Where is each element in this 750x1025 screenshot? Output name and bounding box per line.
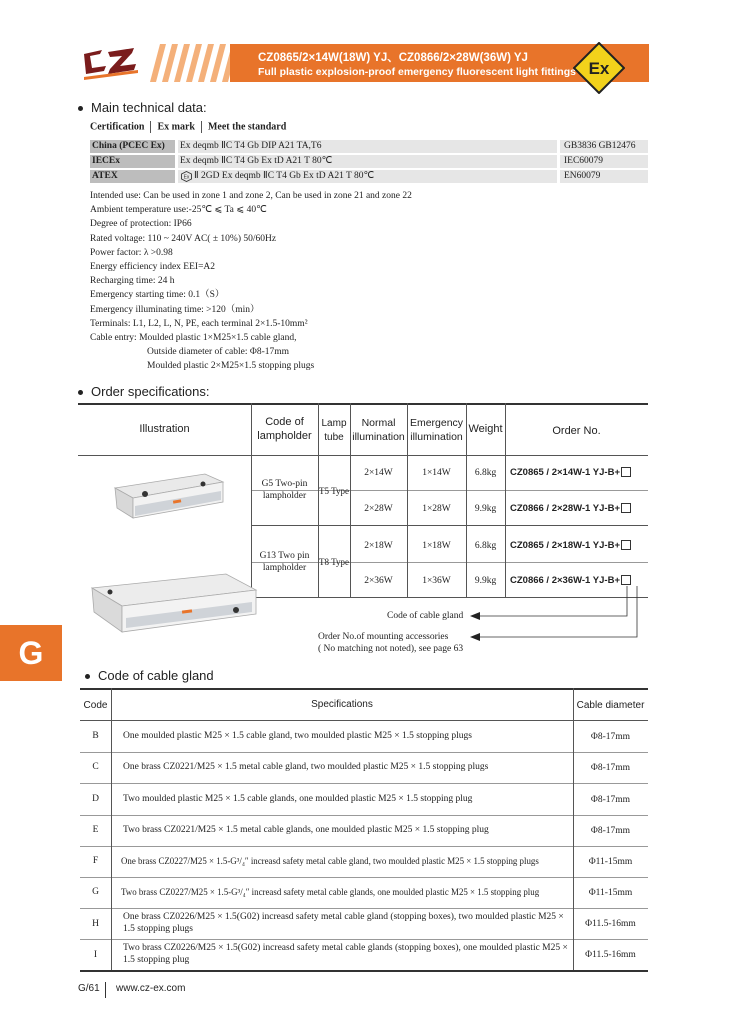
header-illustration: Illustration	[139, 423, 190, 435]
header-title: CZ0865/2×14W(18W) YJ、CZ0866/2×28W(36W) YJ	[258, 52, 528, 64]
tube-t5: T5 Type	[319, 486, 349, 496]
spec-line: Degree of protection: IP66	[90, 219, 192, 230]
checkbox-icon	[621, 467, 631, 477]
cert-row-iecex: IECEx Ex deqmb ⅡC T4 Gb Ex tD A21 T 80℃ IEC60079	[90, 155, 648, 168]
header-code: Code	[83, 700, 108, 711]
section-title-technical: Main technical data:	[78, 100, 207, 115]
note-page: ( No matching not noted), see page 63	[318, 644, 464, 654]
spec-line: Terminals: L1, L2, L, N, PE, each terminal 2×1.5-10mm²	[90, 318, 308, 329]
footer-url: www.cz-ex.com	[116, 983, 186, 994]
luminaire-image-small	[105, 470, 230, 528]
cert-header-certification: Certification	[90, 121, 145, 133]
bullet-icon	[78, 390, 83, 395]
header-code-lampholder: Code of lampholder	[257, 416, 312, 442]
spec-line: Moulded plastic 2×M25×1.5 stopping plugs	[147, 361, 315, 372]
spec-line: Cable entry: Moulded plastic 1×M25×1.5 cable gland,	[90, 333, 297, 344]
section-title-gland: Code of cable gland	[85, 668, 214, 683]
ex-warning-icon	[573, 42, 625, 94]
lampholder-g13: G13 Two pin lampholder	[259, 551, 310, 573]
note-cable-gland: Code of cable gland	[387, 611, 464, 621]
cert-header-exmark: Ex mark	[157, 121, 195, 133]
header-spec: Specifications	[311, 699, 373, 710]
lampholder-g5: G5 Two-pin lampholder	[261, 479, 308, 501]
spec-line: Emergency illuminating time: >120（min）	[90, 304, 260, 315]
section-title-order: Order specifications:	[78, 384, 210, 399]
header-order-no: Order No.	[552, 425, 601, 437]
header-weight: Weight	[468, 423, 503, 435]
bullet-icon	[85, 674, 90, 679]
section-tab-g: G	[0, 625, 62, 681]
spec-line: Emergency starting time: 0.1（S）	[90, 290, 225, 301]
spec-list	[90, 189, 412, 374]
spec-line: Recharging time: 24 h	[90, 276, 175, 287]
spec-line: Power factor: λ >0.98	[90, 247, 173, 258]
page-number: G/61	[78, 983, 100, 994]
header-emergency: Emergency illumination	[409, 417, 464, 443]
luminaire-image-large	[86, 570, 266, 648]
note-accessories: Order No.of mounting accessories	[318, 632, 449, 642]
annotation-arrows	[470, 580, 650, 650]
bullet-icon	[78, 106, 83, 111]
ex-badge-text: Ex	[588, 59, 610, 78]
cert-row-atex: ATEX Ⅱ 2GD Ex deqmb ⅡC T4 Gb Ex tD A21 T 80℃ EN60079	[90, 170, 648, 183]
tube-t8: T8 Type	[319, 557, 349, 567]
svg-text:Ex: Ex	[183, 174, 190, 181]
spec-line: Rated voltage: 110 ~ 240V AC( ± 10%) 50/60Hz	[90, 233, 277, 244]
checkbox-icon	[621, 540, 631, 550]
header-normal: Normal illumination	[352, 417, 405, 443]
spec-line: Outside diameter of cable: Φ8-17mm	[147, 347, 290, 358]
cz-logo	[80, 44, 142, 82]
header-subtitle: Full plastic explosion-proof emergency fluorescent light fittings	[258, 66, 576, 78]
spec-line: Energy efficiency index EEI=A2	[90, 262, 216, 273]
cert-header-standard: Meet the standard	[207, 121, 287, 133]
header-lamp-tube: Lamp tube	[321, 418, 347, 443]
ex-hexagon-icon	[181, 171, 192, 182]
cert-header	[90, 121, 286, 133]
spec-line: Intended use: Can be used in zone 1 and zone 2, Can be used in zone 21 and zone 22	[90, 191, 412, 201]
footer-divider	[105, 982, 106, 998]
spec-line: Ambient temperature use:-25℃ ⩽ Ta ⩽ 40℃	[90, 205, 267, 216]
cert-row-china: China (PCEC Ex) Ex deqmb ⅡC T4 Gb DIP A21 TA,T6 GB3836 GB12476	[90, 140, 648, 153]
header-diameter: Cable diameter	[576, 700, 645, 711]
checkbox-icon	[621, 503, 631, 513]
